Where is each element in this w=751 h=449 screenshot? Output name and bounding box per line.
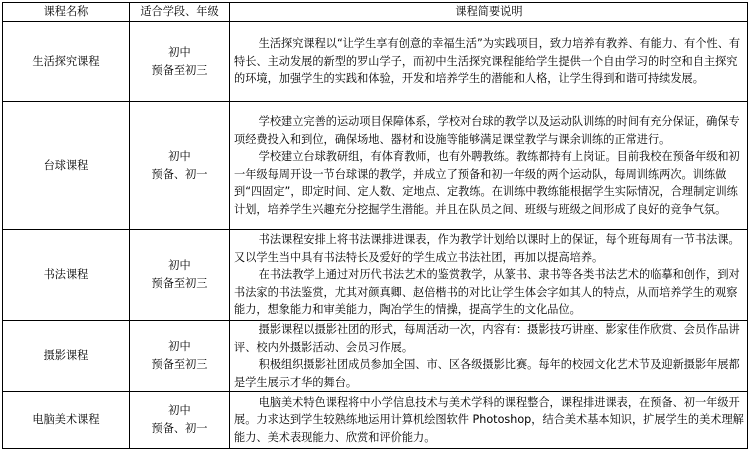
description-paragraph: 学校建立台球教研组，有体育教师，也有外聘教练。教练都持有上岗证。目前我校在预备年级和初一年级每周开设一节台球课的教学，并成立了预备和初一年级的两个运动队，每周训练两次。训练做到“四固定”，即定时间、定人数、定地点、定教练。在训练中教练能根据学生实际情况，合理制定训练计划，培养学生兴趣充分挖掘学生潜能。并且在队员之间、班级与班级之间形成了良好的竞争气氛。 (234, 150, 740, 216)
course-description (230, 321, 748, 392)
course-table (2, 2, 748, 449)
course-name: 台球课程 (3, 102, 130, 230)
course-description (230, 102, 748, 230)
description-paragraph: 生活探究课程以“让学生享有创意的幸福生活”为实践项目，致力培养有教养、有能力、有个性、有特长、主动发展的新型的罗山学子，而初中生活探究课程能给学生提供一个自由学习的时空和自主探究的环境，加强学生的实践和体验，开发和培养学生的潜能和人格，让学生得到和谐可持续发展。 (234, 37, 741, 86)
course-name: 电脑美术课程 (3, 392, 130, 449)
grade-level: 初中 (168, 45, 191, 59)
course-description (230, 22, 748, 102)
table-row (3, 230, 748, 321)
header-description: 课程简要说明 (230, 3, 748, 22)
course-grade (130, 22, 230, 102)
course-description (230, 392, 748, 449)
header-grade: 适合学段、年级 (130, 3, 230, 22)
table-row (3, 22, 748, 102)
grade-level: 初中 (168, 404, 191, 417)
grade-range: 预备、初一 (151, 422, 208, 435)
table-row (3, 102, 748, 230)
course-grade (130, 230, 230, 321)
description-paragraph: 学校建立完善的运动项目保障体系，学校对台球的教学以及运动队训练的时间有充分保证，确保专项经费投入和到位，确保场地、器材和设施等能够满足课堂教学与课余训练的正常进行。 (234, 115, 740, 146)
course-grade (130, 321, 230, 392)
grade-level: 初中 (168, 149, 191, 163)
course-grade (130, 102, 230, 230)
course-name: 生活探究课程 (3, 22, 130, 102)
description-paragraph: 电脑美术特色课程将中小学信息技术与美术学科的课程整合，课程排进课表，在预备、初一年级开展。力求达到学生较熟练地运用计算机绘图软件 Photoshop，结合美术基本知识，扩展学生的美术理解能力、美术表现能力、欣赏和评价能力。 (234, 395, 744, 444)
course-name: 书法课程 (3, 230, 130, 321)
grade-range: 预备至初三 (151, 358, 208, 371)
header-course-name: 课程名称 (3, 3, 130, 22)
grade-range: 预备至初三 (151, 277, 208, 290)
table-row (3, 321, 748, 392)
grade-range: 预备、初一 (151, 167, 208, 181)
course-description (230, 230, 748, 321)
description-paragraph: 摄影课程以摄影社团的形式，每周活动一次，内容有：摄影技巧讲座、影家佳作欣赏、会员作品讲评、校内外摄影活动、会员习作展。 (234, 323, 740, 354)
header-row (3, 3, 748, 22)
grade-level: 初中 (168, 340, 191, 353)
grade-level: 初中 (168, 259, 191, 272)
grade-range: 预备至初三 (151, 63, 208, 77)
course-name: 摄影课程 (3, 321, 130, 392)
course-grade (130, 392, 230, 449)
description-paragraph: 在书法教学上通过对历代书法艺术的鉴赏教学，从篆书、隶书等各类书法艺术的临摹和创作，到对书法家的书法鉴赏，尤其对颜真卿、赵倍楷书的对比让学生体会字如其人的特点，从而培养学生的观察能力，想象能力和审美能力，陶冶学生的情操，提高学生的文化品位。 (234, 268, 740, 317)
table-row (3, 392, 748, 449)
description-paragraph: 积极组织摄影社团成员参加全国、市、区各级摄影比赛。每年的校园文化艺术节及迎新摄影年展都是学生展示才华的舞台。 (234, 358, 740, 389)
description-paragraph: 书法课程安排上将书法课排进课表，作为教学计划给以课时上的保证，每个班每周有一节书法课。又以学生当中具有书法特长及爱好的学生成立书法社团，再加以提高培养。 (234, 233, 740, 264)
